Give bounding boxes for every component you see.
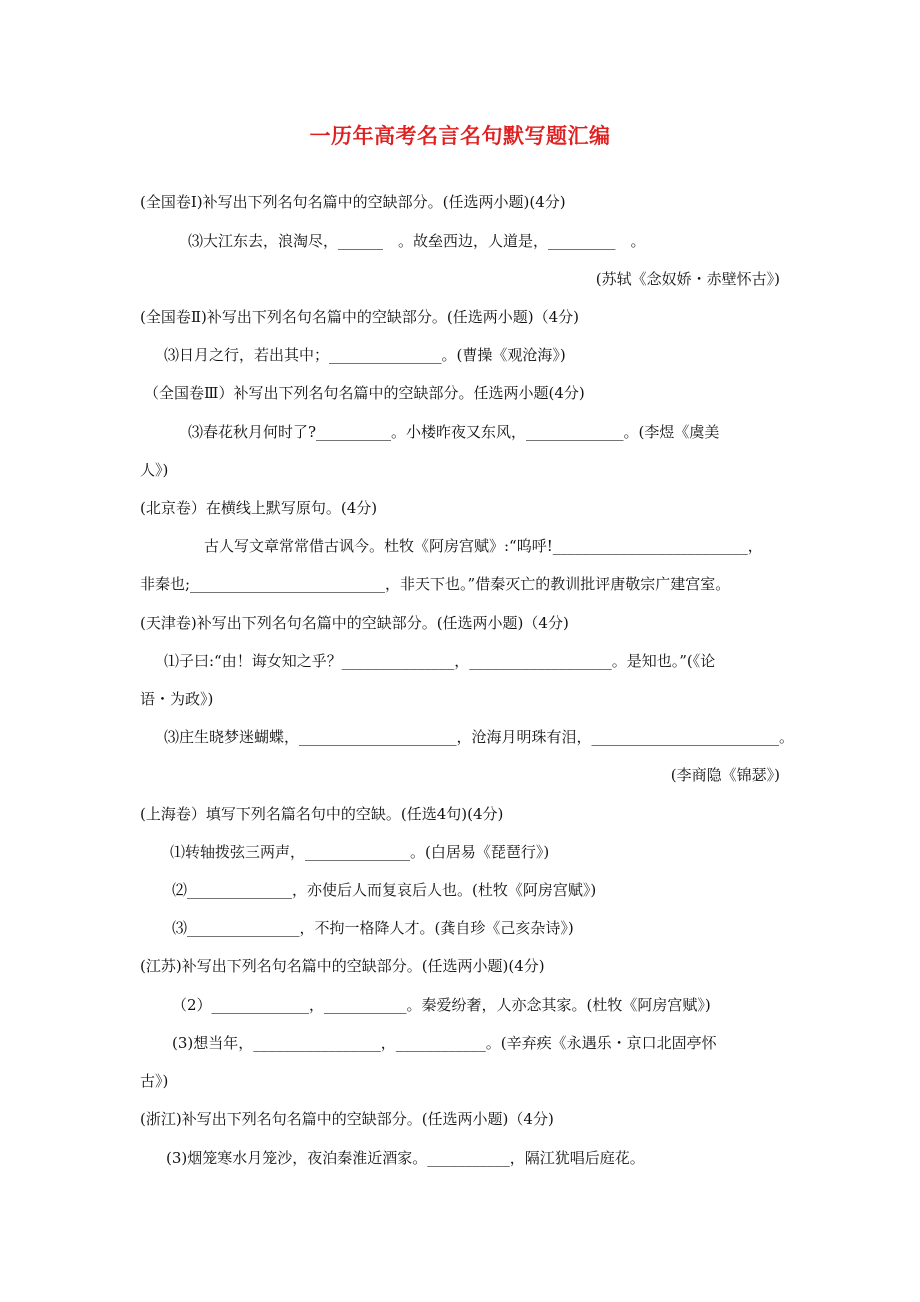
question-line: (3)烟笼寒水月笼沙，夜泊秦淮近酒家。___________，隔江犹唱后庭花。	[166, 1149, 645, 1167]
question-line-continued: 非秦也;__________________________，非天下也。”借秦灭亡的教训批评唐敬宗广建宫室。	[140, 575, 731, 593]
section-heading-beijing: (北京卷）在横线上默写原句。(4分)	[140, 499, 378, 517]
question-line: ⑶大江东去，浪淘尽，______ 。故垒西边，人道是，_________ 。	[188, 232, 646, 250]
section-heading-jiangsu: (江苏)补写出下列名句名篇中的空缺部分。(任选两小题)(4分)	[140, 957, 545, 975]
question-line: （2）_____________，___________。秦爱纷奢，人亦念其家。(杜牧《阿房宫赋》)	[172, 996, 711, 1014]
question-line-continued: 古》)	[140, 1072, 169, 1090]
question-line-continued: 人》)	[140, 461, 169, 479]
section-heading-tianjin: (天津卷)补写出下列名句名篇中的空缺部分。(任选两小题)（4分)	[140, 614, 569, 632]
section-heading-zhejiang: (浙江)补写出下列名句名篇中的空缺部分。(任选两小题)（4分)	[140, 1110, 554, 1128]
document-title: 一历年高考名言名句默写题汇编	[309, 123, 611, 148]
question-line: ⑶日月之行，若出其中；_______________。(曹操《观沧海》)	[164, 346, 566, 364]
question-line: ⑴转轴拨弦三两声，______________。(白居易《琵琶行》)	[170, 843, 550, 861]
question-line-continued: 语・为政》)	[140, 690, 214, 708]
question-line: ⑶_______________，不拘一格降人才。(龚自珍《己亥杂诗》)	[172, 919, 574, 937]
section-heading-shanghai: (上海卷）填写下列名篇名句中的空缺。(任选4句)(4分)	[140, 805, 504, 823]
source-citation: (苏轼《念奴娇・赤壁怀古》)	[595, 270, 780, 288]
section-heading-quanguo-1: (全国卷Ⅰ)补写出下列名句名篇中的空缺部分。(任选两小题)(4分)	[140, 193, 566, 211]
question-line: (3)想当年，_________________，____________。(辛弃疾《永遇乐・京口北固亭怀	[172, 1034, 717, 1052]
question-line: ⑵______________，亦使后人而复哀后人也。(杜牧《阿房宫赋》)	[172, 881, 597, 899]
question-line: ⑶庄生晓梦迷蝴蝶，_____________________，沧海月明珠有泪，_________________________。	[164, 728, 795, 746]
question-line: ⑴子曰:“由！诲女知之乎？_______________，___________________。是知也。”(《论	[164, 652, 716, 670]
section-heading-quanguo-2: (全国卷Ⅱ)补写出下列名句名篇中的空缺部分。(任选两小题)（4分)	[140, 308, 580, 326]
section-heading-quanguo-3: （全国卷Ⅲ）补写出下列名句名篇中的空缺部分。任选两小题(4分)	[144, 384, 585, 402]
question-line: ⑶春花秋月何时了?__________。小楼昨夜又东风，_____________。(李煜《虞美	[188, 423, 720, 441]
source-citation: (李商隐《锦瑟》)	[670, 766, 780, 784]
question-line: 古人写文章常常借古讽今。杜牧《阿房宫赋》:“呜呼!__________________________，	[204, 537, 763, 555]
